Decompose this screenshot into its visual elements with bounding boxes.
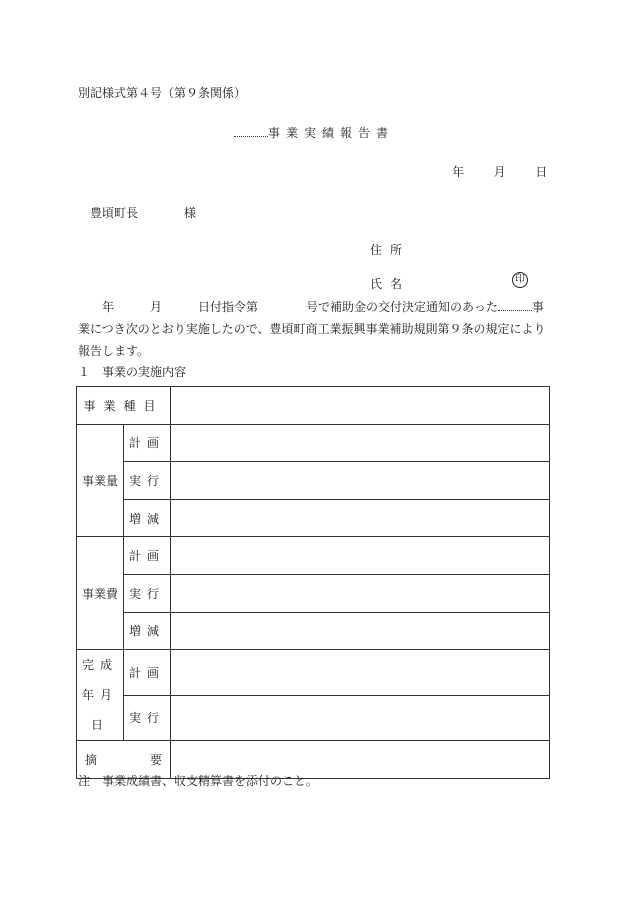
label-kansei: 完成	[81, 658, 118, 673]
label-nengappi: 年月日	[81, 688, 118, 733]
input-jigyoryo-change[interactable]	[171, 499, 550, 537]
label-kansei-plan: 計画	[124, 650, 171, 696]
label-jigyohi-actual: 実行	[124, 574, 171, 612]
table-row	[77, 462, 550, 500]
title-text: 事業実績報告書	[268, 126, 395, 140]
honorific: 様	[184, 206, 197, 220]
input-jigyoryo-actual[interactable]	[171, 462, 550, 500]
date-month: 月	[493, 165, 506, 179]
label-jigyoryo: 事業量	[77, 424, 124, 537]
label-tekiyo: 摘要	[77, 741, 171, 779]
address-label: 住所	[370, 243, 411, 257]
table-row	[77, 424, 550, 462]
label-jigyoryo-change: 増減	[124, 499, 171, 537]
label-jigyoryo-actual: 実行	[124, 462, 171, 500]
input-jigyohi-change[interactable]	[171, 612, 550, 650]
input-kansei-actual[interactable]	[171, 695, 550, 741]
document-title	[234, 124, 394, 141]
addressee-name: 豊頃町長	[90, 206, 139, 220]
input-jigyoryo-plan[interactable]	[171, 424, 550, 462]
addressee	[90, 204, 196, 221]
label-jigyo-shumoku: 事業種目	[77, 387, 171, 425]
input-kansei-plan[interactable]	[171, 650, 550, 696]
title-blank-line	[234, 126, 268, 137]
seal-icon: 印	[512, 272, 528, 288]
label-jigyohi-change: 増減	[124, 612, 171, 650]
input-jigyo-shumoku[interactable]	[171, 387, 550, 425]
table-row	[77, 537, 550, 575]
label-jigyoryo-plan: 計画	[124, 424, 171, 462]
label-kansei-actual: 実行	[124, 695, 171, 741]
table-row	[77, 650, 550, 696]
section-title: １ 事業の実施内容	[78, 365, 187, 379]
table-row	[77, 574, 550, 612]
report-body-text	[78, 296, 552, 362]
table-row	[77, 612, 550, 650]
date-year: 年	[452, 165, 465, 179]
table-row	[77, 695, 550, 741]
label-jigyohi: 事業費	[77, 537, 124, 650]
date-day: 日	[535, 165, 548, 179]
body-text-part1: 年 月 日付指令第 号で補助金の交付決定通知のあった	[78, 300, 498, 314]
body-blank-line	[498, 300, 532, 311]
input-jigyohi-actual[interactable]	[171, 574, 550, 612]
label-kansei-nengappi	[77, 650, 124, 741]
label-jigyohi-plan: 計画	[124, 537, 171, 575]
name-label: 氏名	[370, 277, 411, 291]
date-line	[452, 163, 547, 180]
footnote: 注 事業成績書、収支精算書を添付のこと。	[78, 774, 319, 788]
table-row	[77, 387, 550, 425]
implementation-table	[76, 386, 550, 779]
body-text-part2: 事業につき次のとおり実施したので、豊頃町商工業振興事業補助規則第９条の規定により報告します。	[78, 300, 546, 358]
input-jigyohi-plan[interactable]	[171, 537, 550, 575]
form-number-label: 別記様式第４号（第９条関係）	[78, 86, 247, 100]
table-row	[77, 499, 550, 537]
